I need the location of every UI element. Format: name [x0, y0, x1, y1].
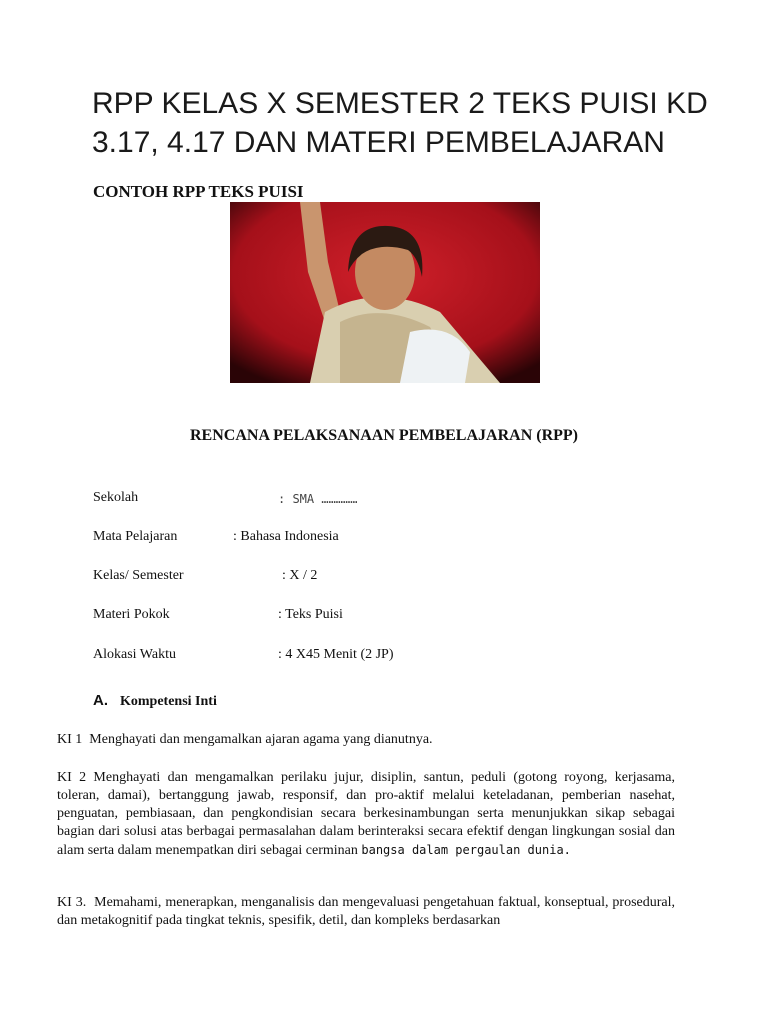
identity-label: Alokasi Waktu: [93, 647, 176, 662]
identity-value: : Bahasa Indonesia: [233, 529, 339, 544]
poet-photo: [230, 202, 540, 383]
section-title: Kompetensi Inti: [120, 694, 217, 709]
section-a-heading: [93, 692, 217, 710]
ki-text-tail: bangsa dalam pergaulan dunia.: [361, 843, 571, 857]
rpp-heading: RENCANA PELAKSANAAN PEMBELAJARAN (RPP): [190, 427, 578, 444]
identity-value: : Teks Puisi: [278, 607, 343, 622]
ki-label: KI 1: [57, 732, 83, 747]
identity-label: Mata Pelajaran: [93, 529, 178, 544]
document-title: RPP KELAS X SEMESTER 2 TEKS PUISI KD 3.17, 4.17 DAN MATERI PEMBELAJARAN: [92, 87, 708, 159]
ki-text: Memahami, menerapkan, menganalisis dan mengevaluasi pengetahuan faktual, konseptual, prosedural, dan metakognitif pada tingkat teknis, spesifik, detil, dan kompleks berdasarkan: [57, 895, 676, 928]
subtitle: CONTOH RPP TEKS PUISI: [93, 182, 304, 201]
identity-value: : 4 X45 Menit (2 JP): [278, 647, 394, 662]
ki-text: Menghayati dan mengamalkan perilaku jujur, disiplin, santun, peduli (gotong royong, kerjasama, toleran, damai), bertanggung jawab, responsif, dan pro-aktif melalui keteladanan, pemberian nasehat, penguatan, pembiasaan, dan pengkondisian secara berkesinambungan serta menunjukkan sikap sebagai bagian dari solusi atas berbagai permasalahan dalam berinteraksi secara efektif dengan lingkungan sosial dan alam serta dalam menempatkan diri sebagai cerminan: [57, 770, 675, 858]
ki-label: KI 2: [57, 770, 87, 785]
ki-text: Menghayati dan mengamalkan ajaran agama yang dianutnya.: [89, 732, 433, 747]
identity-label: Materi Pokok: [93, 607, 170, 622]
ki-label: KI 3.: [57, 895, 87, 910]
ki-item: [57, 894, 675, 930]
ki-item: [57, 769, 675, 860]
identity-label: Sekolah: [93, 490, 139, 505]
ki-item: [57, 731, 675, 749]
identity-value: : X / 2: [282, 568, 318, 583]
section-letter: A.: [93, 692, 108, 709]
identity-label: Kelas/ Semester: [93, 568, 184, 583]
identity-value: : SMA ……………: [278, 492, 358, 506]
